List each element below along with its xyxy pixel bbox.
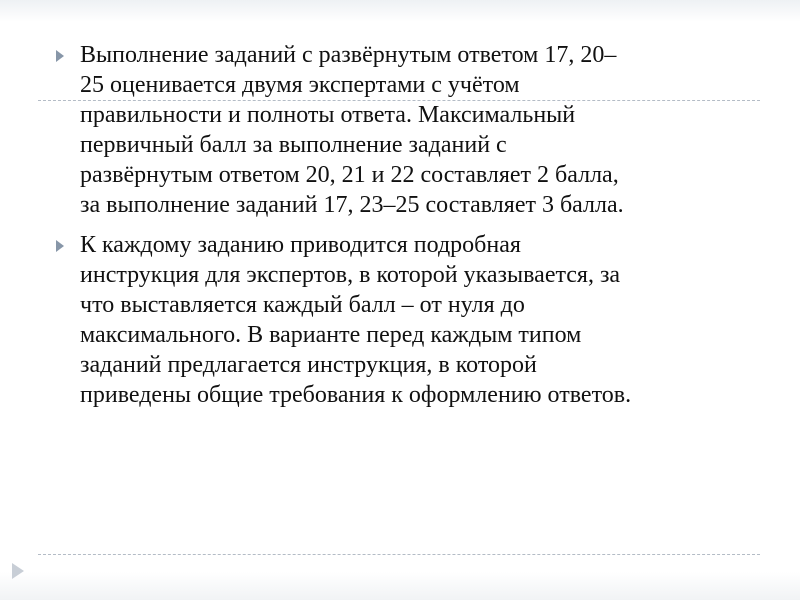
bottom-dashed-divider: [38, 554, 760, 555]
triangle-bullet-icon: [56, 50, 64, 62]
slide-content: [52, 40, 752, 420]
bullet-text-2: К каждому заданию приводится подробная инструкция для экспертов, в которой указывается, за что выставляется каждый балл – от нуля до максимального. В варианте перед каждым типом заданий предлагается инструкция, в которой приведены общие требования к оформлению ответов.: [80, 232, 632, 408]
slide-bottom-gradient: [0, 572, 800, 600]
bullet-item-2: [52, 230, 752, 410]
corner-arrow-icon: [12, 563, 24, 579]
bullet-text-1: Выполнение заданий с развёрнутым ответом 17, 20– 25 оценивается двумя экспертами с учётом правильности и полноты ответа. Максимальный первичный балл за выполнение заданий с развёрнутым ответом 20, 21 и 22 составляет 2 балла, за выполнение заданий 17, 23–25 составляет 3 балла.: [80, 42, 624, 218]
bullet-item-1: [52, 40, 752, 220]
triangle-bullet-icon: [56, 240, 64, 252]
slide-top-gradient: [0, 0, 800, 22]
